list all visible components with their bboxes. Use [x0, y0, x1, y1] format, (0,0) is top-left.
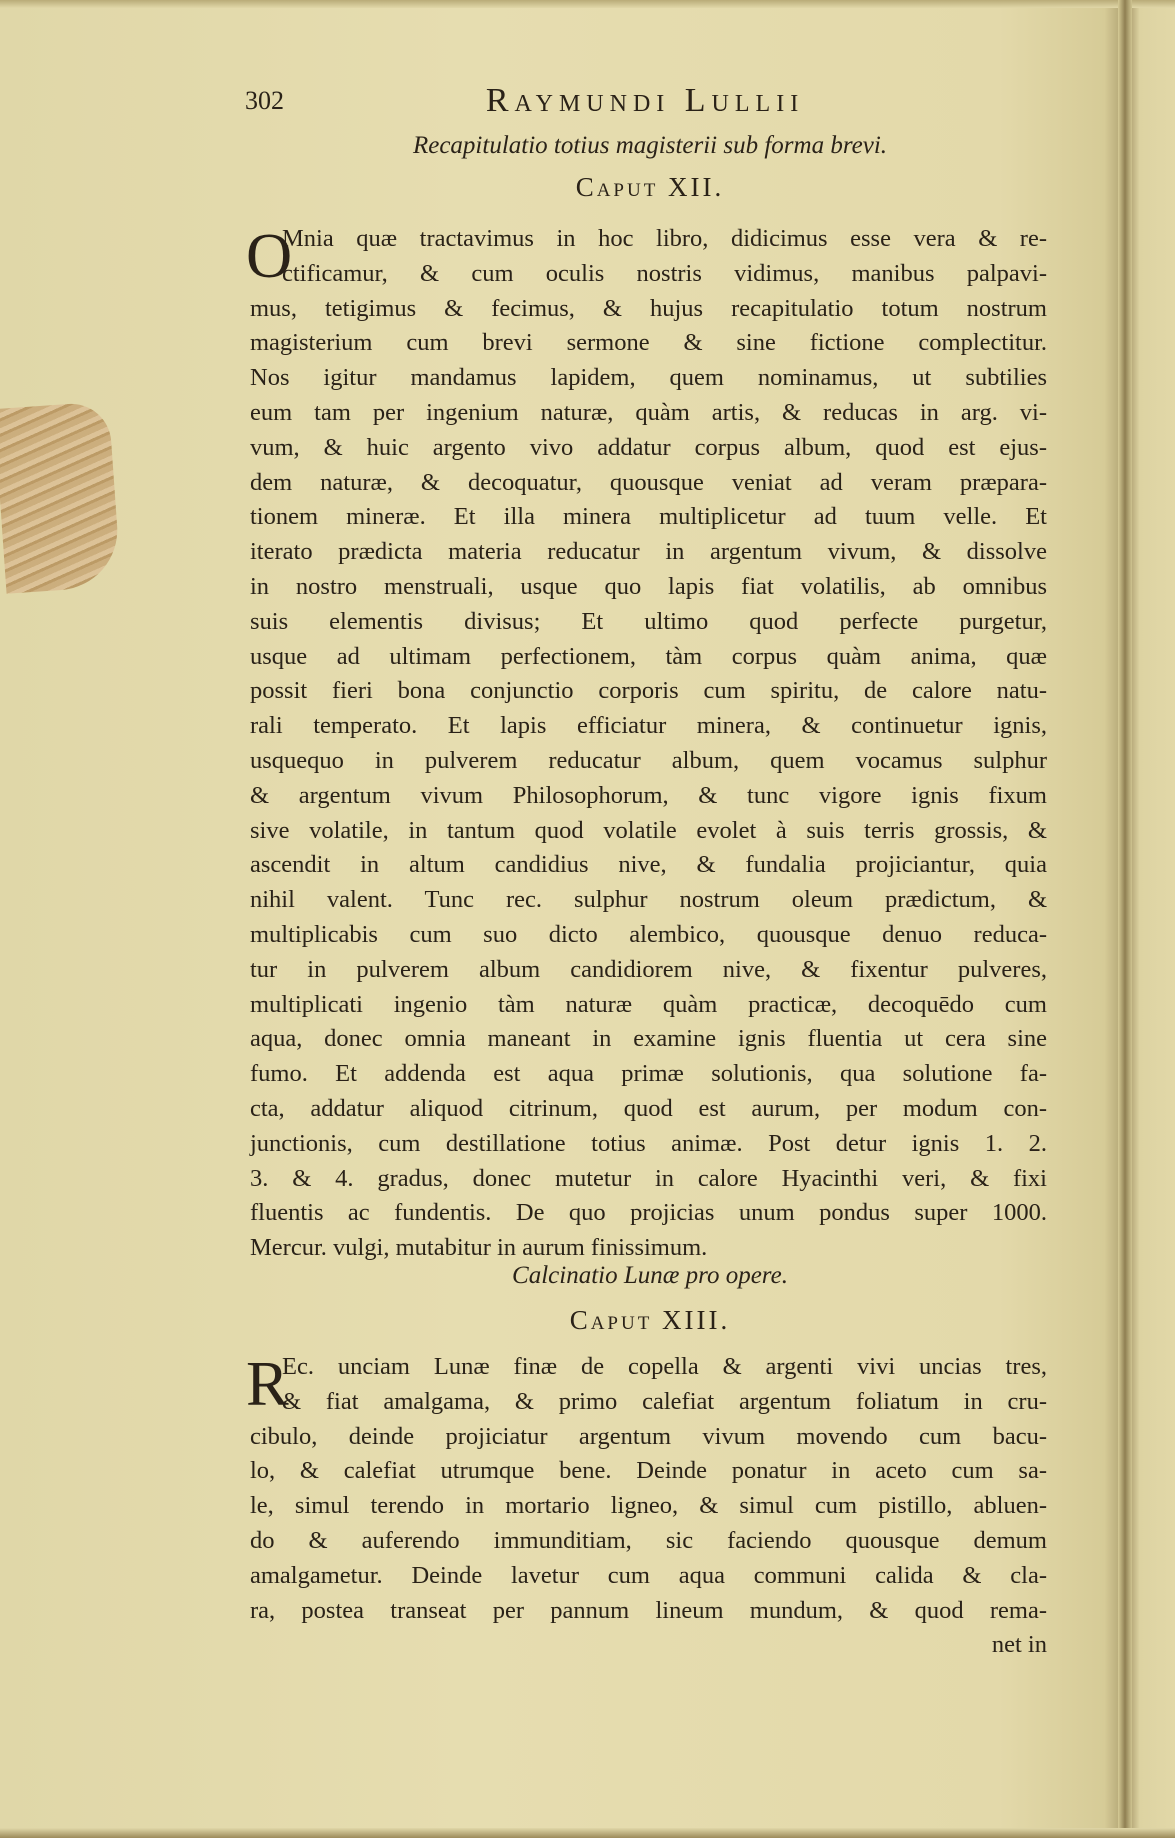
chapter-title-12: Caput XII. — [575, 172, 725, 202]
page-bottom-edge — [0, 1828, 1175, 1838]
text-line: & fiat amalgama, & primo calefiat argentum foliatum in cru- — [282, 1387, 1047, 1415]
text-line: rali temperato. Et lapis efficiatur minera, & continuetur ignis, — [250, 712, 1047, 740]
text-line: Ec. unciam Lunæ finæ de copella & argenti vivi uncias tres, — [282, 1353, 1047, 1380]
text-line: cta, addatur aliquod citrinum, quod est aurum, per modum con- — [250, 1094, 1047, 1122]
text-line: mus, tetigimus & fecimus, & hujus recapitulatio totum nostrum — [250, 294, 1047, 322]
page-top-edge — [0, 0, 1175, 8]
text-line: ra, postea transeat per pannum lineum mundum, & quod rema- — [250, 1596, 1047, 1624]
text-line: amalgametur. Deinde lavetur cum aqua communi calida & cla- — [250, 1561, 1047, 1589]
text-line: do & auferendo immunditiam, sic faciendo quousque demum — [250, 1526, 1047, 1554]
text-line: possit fieri bona conjunctio corporis cum spiritu, de calore natu- — [250, 677, 1047, 705]
text-line: & argentum vivum Philosophorum, & tunc vigore ignis fixum — [250, 781, 1047, 809]
text-line: iterato prædicta materia reducatur in argentum vivum, & dissolve — [250, 538, 1047, 566]
section-heading-12: Recapitulatio totius magisterii sub forma brevi. — [412, 132, 888, 159]
text-line: sive volatile, in tantum quod volatile evolet à suis terris grossis, & — [250, 816, 1047, 844]
text-line: Mnia quæ tractavimus in hoc libro, didicimus esse vera & re- — [282, 225, 1047, 252]
text-line: le, simul terendo in mortario ligneo, & simul cum pistillo, abluen- — [250, 1492, 1047, 1520]
text-line: Nos igitur mandamus lapidem, quem nominamus, ut subtilies — [250, 364, 1047, 392]
text-line: vum, & huic argento vivo addatur corpus album, quod est ejus- — [250, 433, 1047, 461]
text-line: aqua, donec omnia maneant in examine ignis fluentia ut cera sine — [250, 1025, 1047, 1053]
catchword: net in — [991, 1631, 1047, 1659]
text-line: magisterium cum brevi sermone & sine fictione complectitur. — [250, 329, 1047, 357]
text-line: ctificamur, & cum oculis nostris vidimus, manibus palpavi- — [282, 259, 1047, 287]
section-heading-13: Calcinatio Lunæ pro opere. — [512, 1262, 788, 1289]
text-line: 3. & 4. gradus, donec mutetur in calore Hyacinthi veri, & fixi — [250, 1164, 1047, 1192]
wooden-page-weight — [0, 401, 121, 594]
text-line: tionem mineræ. Et illa minera multiplicetur ad tuum velle. Et — [250, 503, 1047, 531]
text-line: junctionis, cum destillatione totius animæ. Post detur ignis 1. 2. — [250, 1129, 1047, 1157]
book-gutter — [1118, 0, 1132, 1838]
text-line: multiplicati ingenio tàm naturæ quàm practicæ, decoquēdo cum — [250, 990, 1047, 1018]
text-line: usquequo in pulverem reducatur album, quem vocamus sulphur — [250, 746, 1047, 774]
book-title: Raymundi Lullii — [485, 82, 805, 119]
text-line: fluentis ac fundentis. De quo projicias unum pondus super 1000. — [250, 1199, 1047, 1227]
text-line: in nostro menstruali, usque quo lapis fiat volatilis, ab omnibus — [250, 572, 1047, 600]
text-line: cibulo, deinde projiciatur argentum vivum movendo cum bacu- — [250, 1422, 1047, 1450]
drop-cap: O — [246, 220, 293, 291]
chapter-title-13: Caput XIII. — [569, 1305, 731, 1335]
text-line: eum tam per ingenium naturæ, quàm artis, & reducas in arg. vi- — [250, 398, 1047, 426]
text-line: Mercur. vulgi, mutabitur in aurum finissimum. — [250, 1234, 708, 1262]
text-line: tur in pulverem album candidiorem nive, & fixentur pulveres, — [250, 955, 1047, 983]
text-line: ascendit in altum candidius nive, & fundalia projiciantur, quia — [250, 851, 1047, 879]
text-line: suis elementis divisus; Et ultimo quod perfecte purgetur, — [250, 607, 1047, 635]
text-line: nihil valent. Tunc rec. sulphur nostrum oleum prædictum, & — [250, 886, 1047, 914]
chapter-13-body — [246, 1348, 1047, 1663]
text-line: usque ad ultimam perfectionem, tàm corpus quàm anima, quæ — [250, 642, 1047, 670]
running-head — [245, 82, 1045, 122]
text-line: dem naturæ, & decoquatur, quousque veniat ad veram præpara- — [250, 468, 1047, 496]
page-number: 302 — [245, 86, 284, 115]
text-line: fumo. Et addenda est aqua primæ solutionis, qua solutione fa- — [250, 1060, 1047, 1088]
text-line: lo, & calefiat utrumque bene. Deinde ponatur in aceto cum sa- — [250, 1457, 1047, 1485]
text-line: multiplicabis cum suo dicto alembico, quousque denuo reduca- — [250, 920, 1047, 948]
chapter-12-body — [246, 220, 1047, 1266]
drop-cap: R — [246, 1348, 289, 1419]
